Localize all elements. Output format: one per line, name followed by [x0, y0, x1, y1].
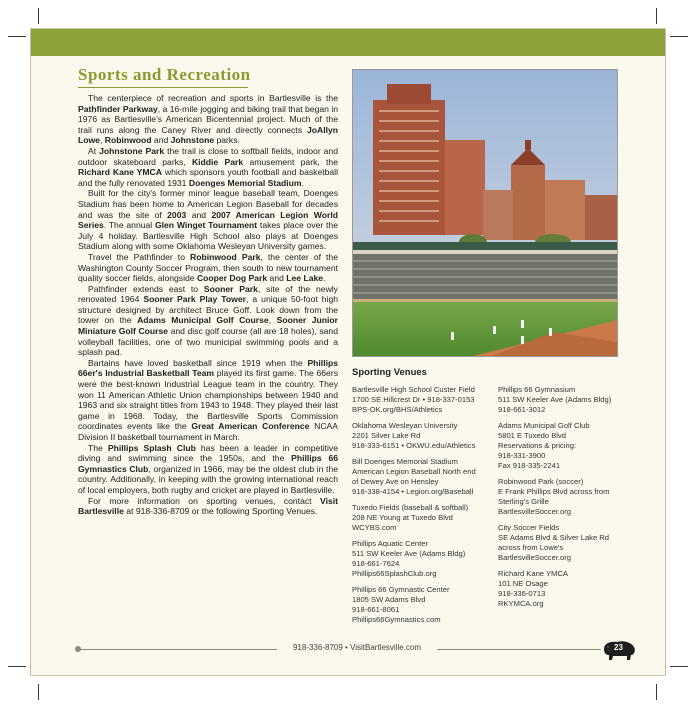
crop-mark: [656, 8, 657, 24]
venue-entry: [498, 569, 643, 609]
bold-text: Pathfinder Parkway: [78, 103, 158, 114]
bold-text: Glen Winget Tournament: [154, 220, 258, 231]
venue-entry: [498, 421, 643, 471]
venue-line: Oklahoma Wesleyan University: [352, 421, 458, 430]
ballpark-illustration: [353, 70, 617, 356]
text-run: and: [186, 209, 212, 220]
footer-contact: 918-336-8709 • VisitBartlesville.com: [277, 643, 437, 652]
venue-line: BartlesvilleSoccer.org: [498, 507, 572, 516]
bold-text: Johnstone: [170, 135, 215, 146]
venue-line: 1700 SE Hillcrest Dr • 918-337-0153: [352, 395, 475, 404]
venue-line: 918-338-4154 • Legion.org/Baseball: [352, 487, 474, 496]
venue-line: 208 NE Young at Tuxedo Blvd: [352, 513, 453, 522]
body-paragraph: [78, 496, 338, 517]
body-paragraph: [78, 252, 338, 284]
venue-line: Robinwood Park (soccer): [498, 477, 584, 486]
text-run: and: [267, 273, 287, 284]
venue-line: 918-661-7624: [352, 559, 400, 568]
crop-mark: [656, 684, 657, 700]
venue-line: Phillips Aquatic Center: [352, 539, 428, 548]
venue-line: Bartlesville High School Custer Field: [352, 385, 475, 394]
text-run: and disc golf course (all are 18 holes), sand volleyball facilities, one of two municipal swimming pools and a splash pad.: [78, 326, 338, 358]
bold-text: JoAllyn Lowe: [78, 124, 338, 146]
text-run: amusement park, the: [243, 156, 338, 167]
venue-entry: [352, 421, 497, 451]
text-run: At: [88, 145, 100, 156]
venue-line: Reservations & pricing:: [498, 441, 577, 450]
venue-line: 918-661-8061: [352, 605, 400, 614]
body-paragraph: [78, 146, 338, 188]
text-run: .: [301, 177, 304, 188]
venue-line: WCYBS.com: [352, 523, 397, 532]
bold-text: 2007 American Legion World Series: [78, 209, 338, 231]
text-run: The: [88, 442, 108, 453]
venue-line: of Dewey Ave on Hensley: [352, 477, 439, 486]
text-run: Bartains have loved basketball since 1919 when the: [88, 357, 308, 368]
bold-text: Richard Kane YMCA: [78, 167, 162, 178]
text-run: which sponsors youth football and basketball and the fully renovated 1931: [78, 167, 338, 188]
crop-mark: [670, 666, 688, 667]
bold-text: Kiddie Park: [191, 156, 244, 167]
bold-text: Sooner Junior Miniature Golf Course: [78, 315, 338, 337]
venue-line: Adams Municipal Golf Club: [498, 421, 590, 430]
text-run: the trail is close to softball fields, indoor and outdoor skateboard parks,: [78, 145, 338, 167]
crop-mark: [38, 684, 39, 700]
text-run: takes place over the July 4 holiday. Bartlesville High School also plays at Doenges Stadium along with some Oklahoma Wesleyan University games.: [78, 220, 338, 252]
venue-line: 918-333-6151 • OKWU.edu/Athletics: [352, 441, 476, 450]
venue-line: 1805 SW Adams Blvd: [352, 595, 426, 604]
venue-line: 918-336-0713: [498, 589, 546, 598]
text-run: Pathfinder extends east to: [88, 283, 204, 294]
crop-mark: [8, 666, 26, 667]
crop-mark: [8, 36, 26, 37]
bold-text: Cooper Dog Park: [196, 273, 268, 284]
body-paragraph: [78, 188, 338, 252]
venue-line: Phillips 66 Gymnastic Center: [352, 585, 450, 594]
venue-entry: [498, 477, 643, 517]
venue-entry: [352, 457, 497, 497]
footer-rule-right: [437, 649, 601, 650]
venue-line: Richard Kane YMCA: [498, 569, 568, 578]
venue-line: 5801 E Tuxedo Blvd: [498, 431, 566, 440]
venue-line: across from Lowe's: [498, 543, 564, 552]
venue-line: Sterling's Grille: [498, 497, 549, 506]
crop-mark: [670, 36, 688, 37]
text-run: , the center of the Washington County Soccer Program, then south to new tournament quality soccer fields, alongside: [78, 251, 338, 284]
body-paragraph: [78, 443, 338, 496]
text-run: .: [323, 273, 326, 284]
venue-entry: [352, 585, 497, 625]
body-paragraph: [78, 284, 338, 358]
magazine-page: [30, 28, 666, 676]
footer-rule-left: [78, 649, 277, 650]
venue-line: American Legion Baseball North end: [352, 467, 476, 476]
footer-rule-dot: [75, 646, 81, 652]
bold-text: Lee Lake: [286, 273, 324, 284]
bold-text: Robinwood: [104, 135, 152, 146]
venue-entry: [498, 385, 643, 415]
text-run: has been a leader in competitive diving and swimming since the 1950s, and the: [78, 442, 338, 464]
text-run: The centerpiece of recreation and sports in Bartlesville is the: [88, 93, 338, 103]
text-run: Built for the city's former minor league baseball team, Doenges Stadium has been home to American Legion Baseball for decades and was the site of: [78, 188, 338, 220]
text-run: NCAA Division II basketball tournament in March.: [78, 421, 339, 442]
section-title: Sports and Recreation: [78, 65, 251, 84]
venue-line: E Frank Phillips Blvd across from: [498, 487, 610, 496]
article-body: [78, 93, 338, 517]
venue-entry: [352, 539, 497, 579]
venue-line: 918-661-3012: [498, 405, 546, 414]
text-run: Travel the Pathfinder to: [88, 251, 191, 262]
venues-column-left: [352, 385, 497, 631]
text-run: For more information on sporting venues, contact: [88, 495, 320, 506]
text-run: , site of the newly renovated 1964: [78, 283, 338, 305]
venue-line: BPS-OK.org/BHS/Athletics: [352, 405, 443, 414]
bold-text: Phillips 66er's Industrial Basketball Team: [78, 357, 338, 379]
bold-text: Doenges Memorial Stadium: [188, 177, 302, 188]
text-run: ,: [99, 135, 105, 146]
crop-mark: [38, 8, 39, 24]
venue-line: 511 SW Keeler Ave (Adams Bldg): [498, 395, 612, 404]
venue-line: Phillips 66 Gymnasium: [498, 385, 576, 394]
venues-column-right: [498, 385, 643, 615]
title-underline: [78, 87, 248, 88]
bold-text: Phillips Splash Club: [107, 442, 196, 453]
ballpark-photo: [352, 69, 618, 357]
bold-text: Great American Conference: [191, 421, 310, 432]
bold-text: Sooner Park: [203, 283, 258, 294]
venue-line: 511 SW Keeler Ave (Adams Bldg): [352, 549, 466, 558]
venue-line: 2201 Silver Lake Rd: [352, 431, 421, 440]
header-band: [31, 29, 665, 56]
venue-line: BartlesvilleSoccer.org: [498, 553, 572, 562]
bold-text: Sooner Park Play Tower: [143, 294, 246, 305]
venue-line: Tuxedo Fields (baseball & softball): [352, 503, 469, 512]
venue-entry: [352, 385, 497, 415]
venue-line: SE Adams Blvd & Silver Lake Rd: [498, 533, 610, 542]
venue-line: 101 NE Osage: [498, 579, 548, 588]
body-paragraph: [78, 93, 338, 146]
venues-heading: Sporting Venues: [352, 367, 427, 378]
text-run: parks.: [214, 135, 240, 146]
bold-text: Robinwood Park: [190, 251, 261, 262]
venue-line: Phillips66Gymnastics.com: [352, 615, 441, 624]
venue-line: Phillips66SplashClub.org: [352, 569, 437, 578]
venue-line: Fax 918-335-2241: [498, 461, 561, 470]
venue-entry: [352, 503, 497, 533]
body-paragraph: [78, 358, 338, 443]
venue-line: 918-331-3900: [498, 451, 546, 460]
venue-line: Bill Doenges Memorial Stadium: [352, 457, 458, 466]
text-run: at 918-336-8709 or the following Sporting Venues.: [123, 506, 318, 517]
venue-line: RKYMCA.org: [498, 599, 544, 608]
text-run: played its first game. The 66ers were the best-known Industrial League team in the country. They won 11 American Athletic Union championships between 1940 and 1963 and six straight titles from 1943 to 1948. They played their last game in 1968. Today, the Bartlesville Sports Commission coordinates events like the: [78, 368, 338, 432]
page-number: 23: [614, 643, 623, 652]
text-run: . The annual: [103, 220, 155, 231]
bold-text: Johnstone Park: [99, 145, 165, 156]
bold-text: Adams Municipal Golf Course: [137, 315, 269, 326]
venue-line: City Soccer Fields: [498, 523, 560, 532]
bold-text: Phillips 66 Gymnastics Club: [78, 453, 338, 474]
text-run: , organized in 1966, may be the oldest club in the country. Additionally, in keeping with the growing international reach of local employers, both rugby and cricket are played in Bartlesville.: [78, 463, 338, 495]
text-run: , a unique 50-foot high structure designed by architect Bruce Goff. Look down from the tower on the: [78, 294, 338, 326]
text-run: , a 16-mile jogging and biking trail that began in 1976 as Bartlesville's American Bicentennial project. Much of the trail runs along the Caney River and directly connects: [78, 103, 339, 135]
bold-text: Visit Bartlesville: [78, 495, 338, 517]
text-run: ,: [268, 315, 277, 326]
text-run: and: [151, 135, 171, 146]
venue-entry: [498, 523, 643, 563]
bold-text: 2003: [167, 209, 187, 220]
